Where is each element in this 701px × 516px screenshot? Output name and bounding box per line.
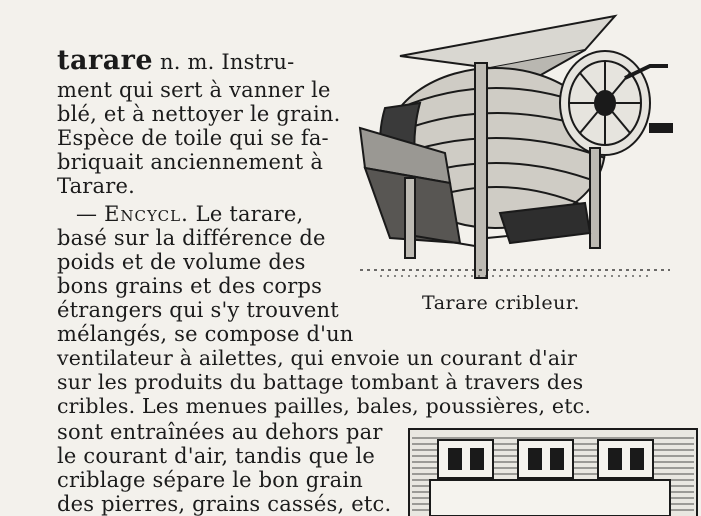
definition-line: briquait anciennement à (57, 150, 324, 174)
body-line-full: ventilateur à ailettes, qui envoie un courant d'air (57, 346, 578, 370)
encyclopedia-line: bons grains et des corps (57, 274, 323, 298)
body-line-full: sur les produits du battage tombant à travers des (57, 370, 584, 394)
part-of-speech: n. m. (159, 50, 215, 74)
encycl-dash: — (76, 202, 98, 226)
entry-first-line (57, 45, 295, 76)
body-line-full: cribles. Les menues pailles, bales, poussières, etc. (57, 394, 592, 418)
encycl-label: Encycl. (104, 202, 189, 226)
definition-line: Espèce de toile qui se fa- (57, 126, 329, 150)
body-line: le courant d'air, tandis que le (57, 444, 375, 468)
definition-line: Tarare. (57, 174, 135, 198)
encyclopedia-line: basé sur la différence de (57, 226, 326, 250)
body-line: sont entraînées au dehors par (57, 420, 383, 444)
definition-start: Instru- (221, 50, 295, 74)
body-line: des pierres, grains cassés, etc. (57, 492, 392, 516)
winnowing-machine-illustration (350, 8, 680, 283)
encycl-text: Le tarare, (195, 202, 304, 226)
definition-line: blé, et à nettoyer le grain. (57, 102, 341, 126)
encyclopedia-line: mélangés, se compose d'un (57, 322, 354, 346)
definition-line: ment qui sert à vanner le (57, 78, 331, 102)
second-illustration (408, 428, 698, 516)
headword: tarare (57, 45, 154, 76)
figure-caption: Tarare cribleur. (422, 292, 580, 314)
encyclopedia-line: poids et de volume des (57, 250, 306, 274)
encyclopedia-first-line (76, 203, 303, 225)
body-line: criblage sépare le bon grain (57, 468, 363, 492)
encyclopedia-line: étrangers qui s'y trouvent (57, 298, 339, 322)
